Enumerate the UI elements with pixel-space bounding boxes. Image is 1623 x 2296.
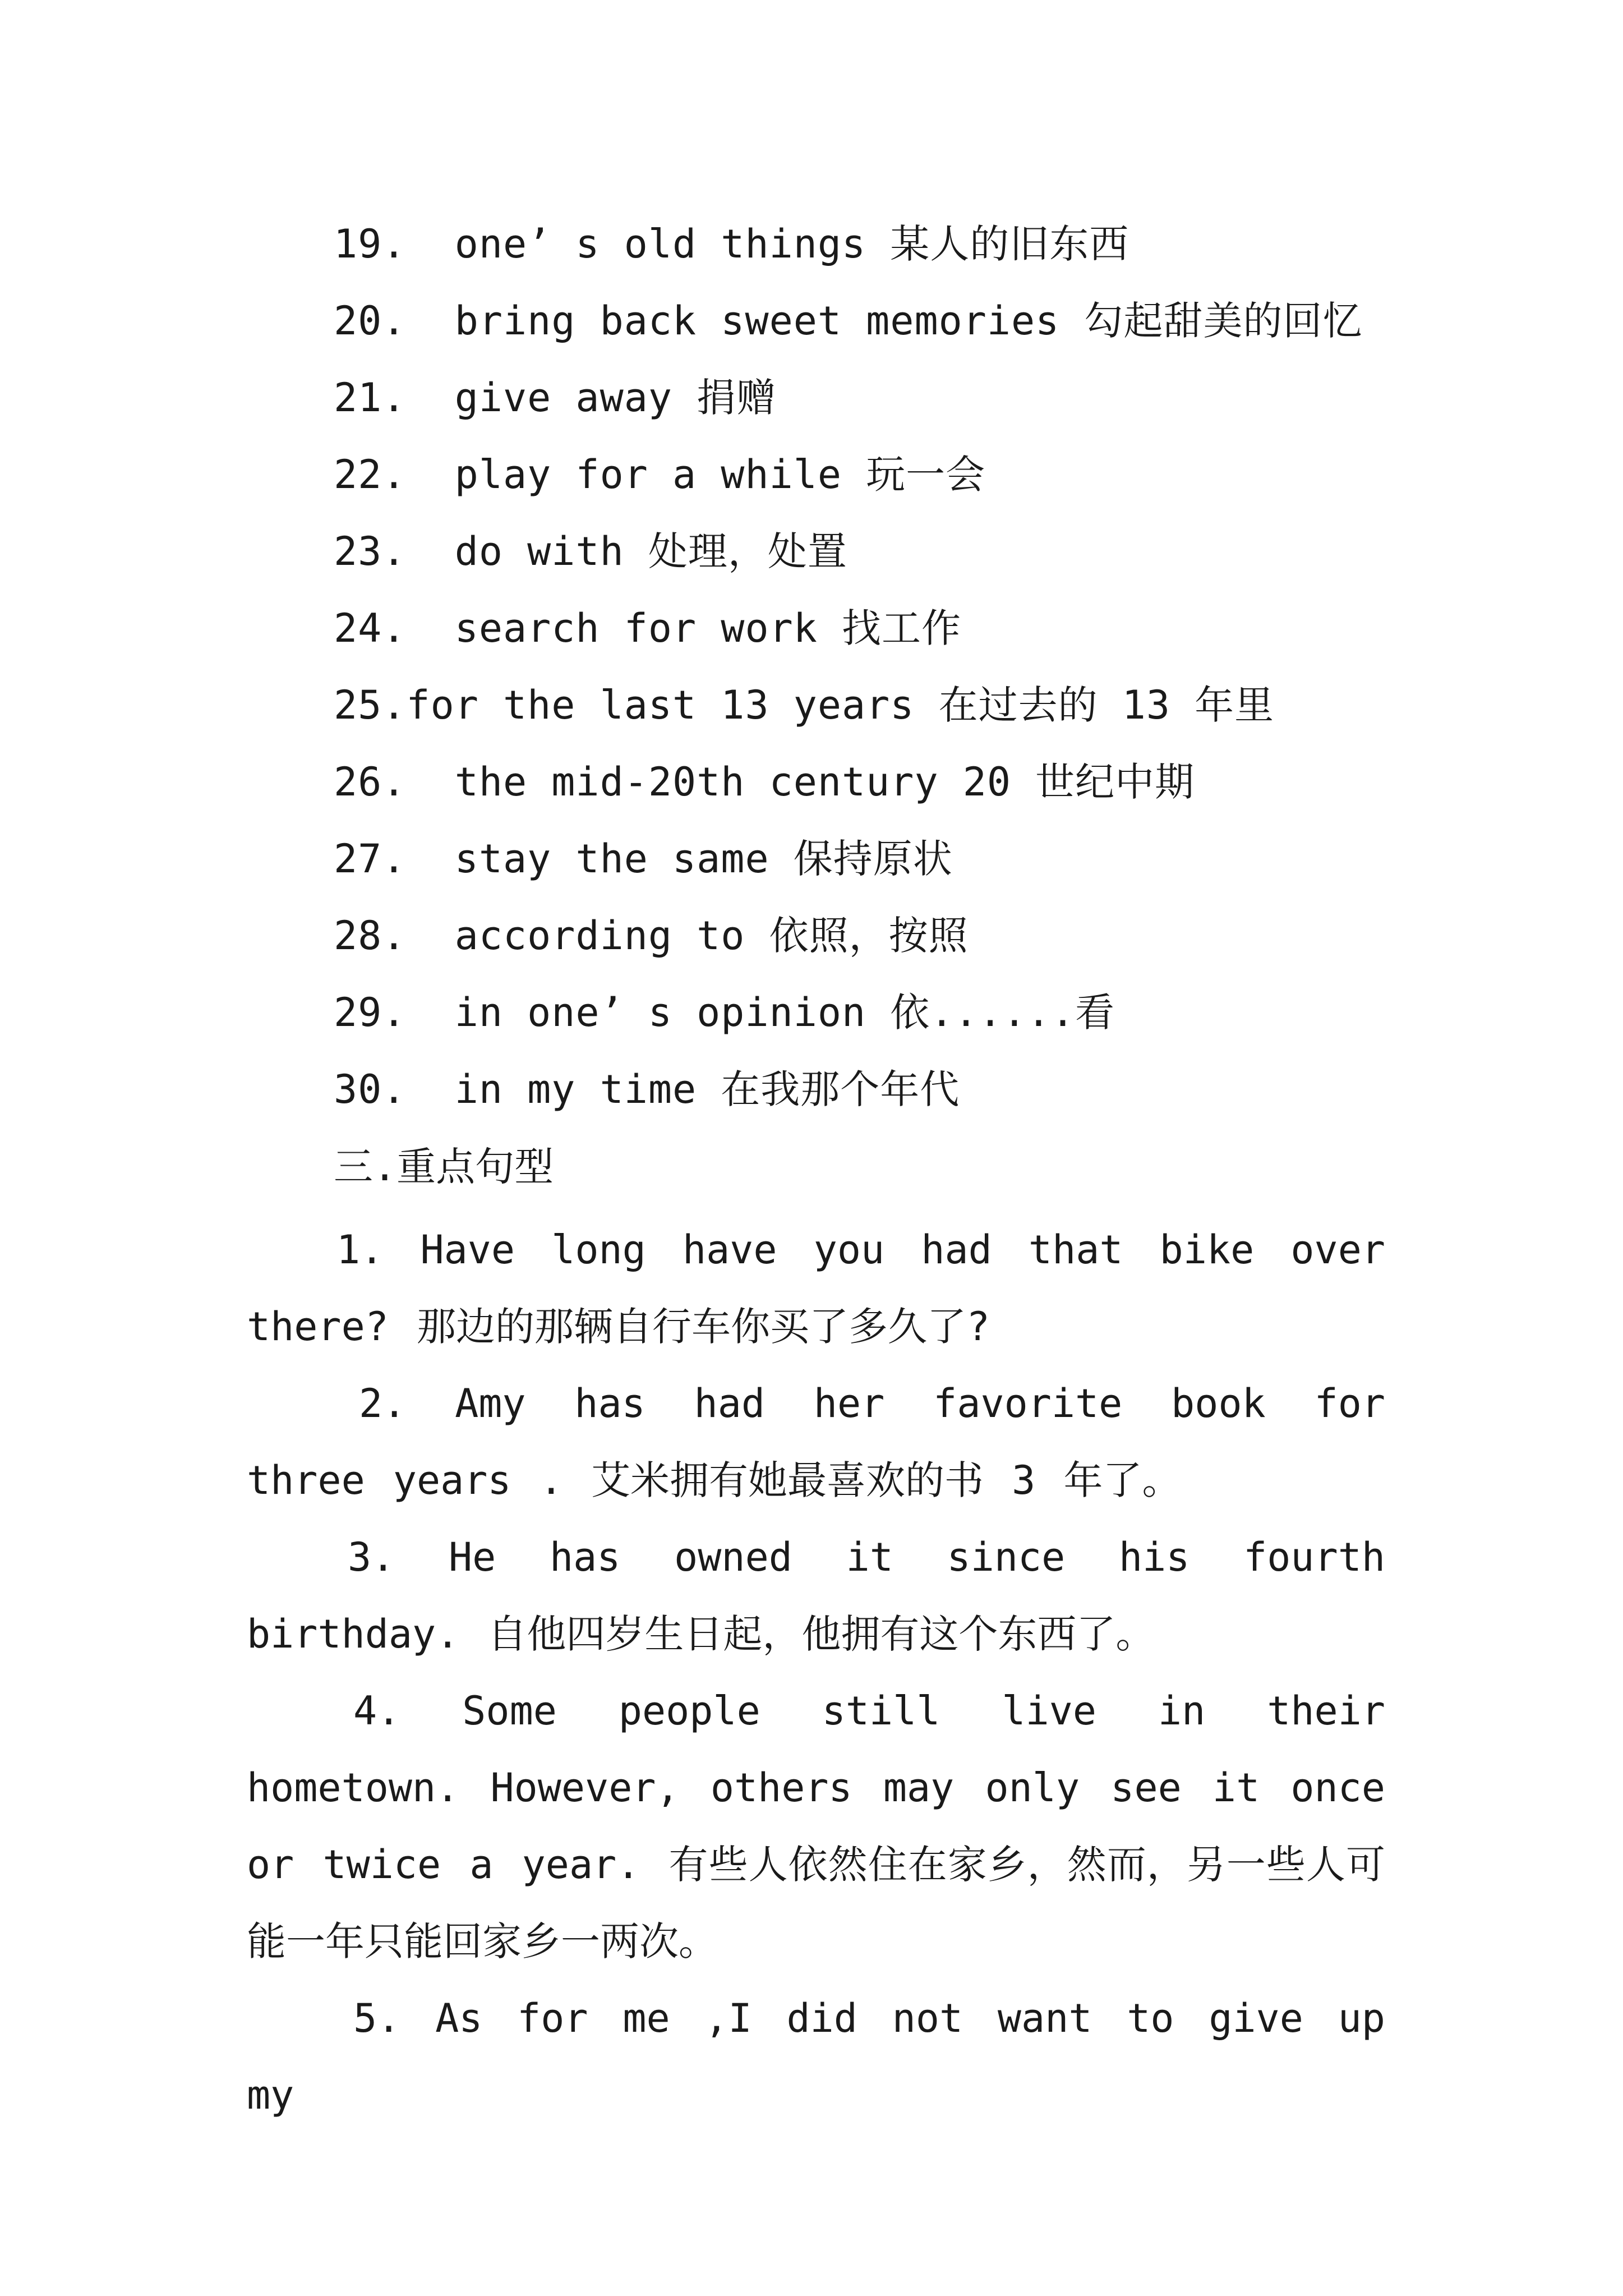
section-heading: 三.重点句型: [334, 1144, 554, 1190]
phrase-item: 23. do with 处理，处置: [334, 528, 847, 574]
phrase-item: 22. play for a while 玩一会: [334, 452, 986, 498]
phrase-item: 21. give away 捐赠: [334, 375, 777, 421]
key-sentences: [247, 1212, 1385, 2134]
sentence-item: 2. Amy has had her favorite book for three years . 艾米拥有她最喜欢的书 3 年了。: [247, 1381, 1385, 1503]
phrase-item: 28. according to 依照，按照: [334, 913, 969, 959]
sentence-item: 4. Some people still live in their hometown. However, others may only see it once or twice a year. 有些人依然住在家乡，然而，另一些人可能一年只能回家乡一两次。: [247, 1688, 1385, 1964]
sentence-item: 3. He has owned it since his fourth birthday. 自他四岁生日起，他拥有这个东西了。: [247, 1534, 1385, 1657]
phrase-list: [334, 213, 1362, 1135]
phrase-item: 20. bring back sweet memories 勾起甜美的回忆: [334, 298, 1363, 344]
sentence-item: 1. Have long have you had that bike over there? 那边的那辆自行车你买了多久了?: [247, 1227, 1385, 1350]
phrase-item: 25.for the last 13 years 在过去的 13 年里: [334, 682, 1275, 728]
phrase-item: 26. the mid-20th century 20 世纪中期: [334, 759, 1195, 805]
phrase-item: 24. search for work 找工作: [334, 605, 962, 651]
sentence-item: 5. As for me ,I did not want to give up my: [247, 1995, 1385, 2118]
phrase-item: 29. in one’ s opinion 依......看: [334, 990, 1115, 1036]
phrase-item: 19. one’ s old things 某人的旧东西: [334, 221, 1129, 267]
phrase-item: 27. stay the same 保持原状: [334, 836, 953, 882]
phrase-item: 30. in my time 在我那个年代: [334, 1066, 960, 1112]
